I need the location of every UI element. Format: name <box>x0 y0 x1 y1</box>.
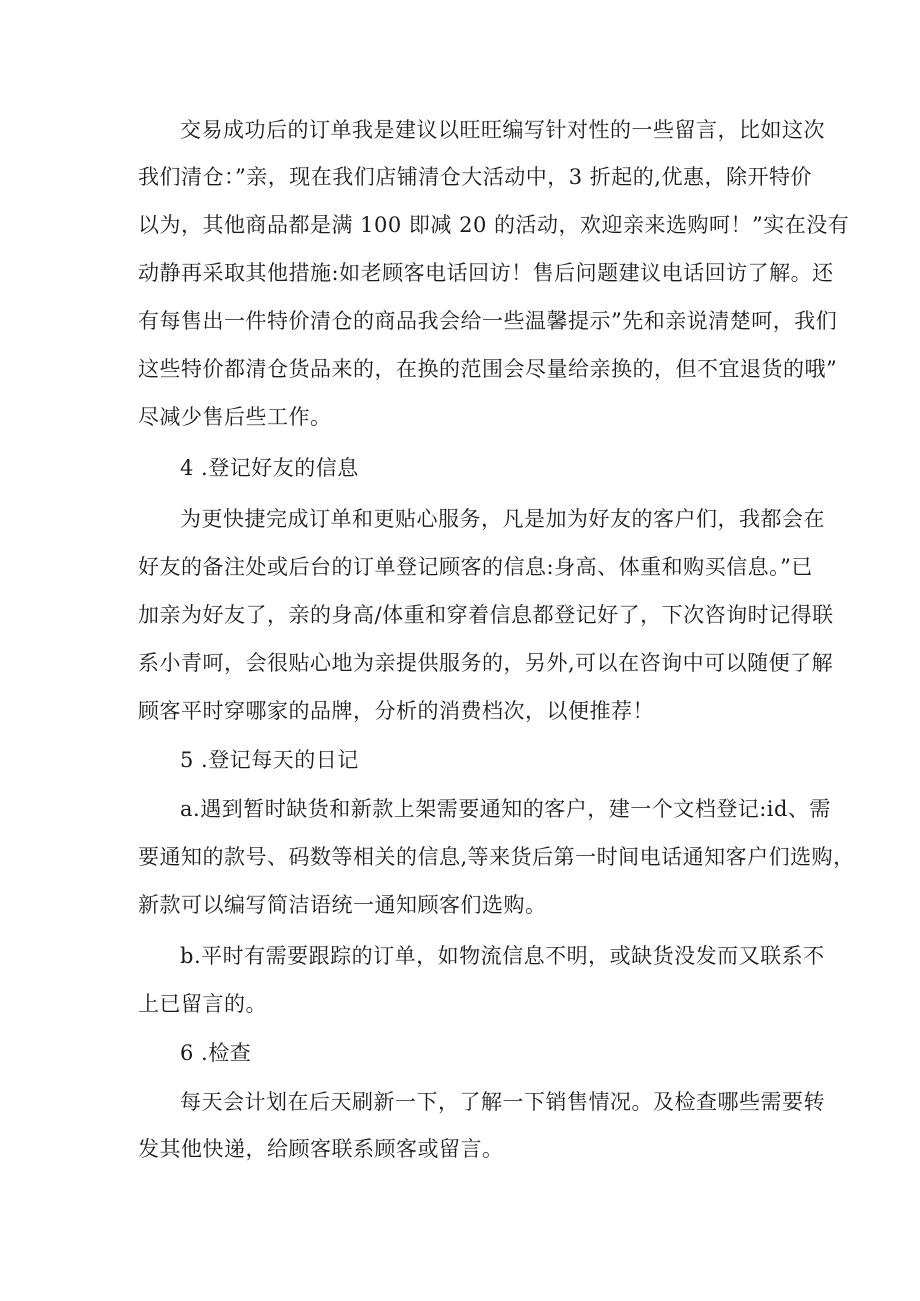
paragraph-line: 我们清仓：”亲，现在我们店铺清仓大活动中，3 折起的,优惠，除开特价 <box>138 165 812 189</box>
paragraph-line: 加亲为好友了，亲的身高/体重和穿着信息都登记好了，下次咨询时记得联 <box>138 603 834 627</box>
section-heading: 6 .检查 <box>180 1041 252 1065</box>
paragraph-line: 这些特价都清仓货品来的，在换的范围会尽量给亲换的，但不宜退货的哦” <box>138 357 838 381</box>
paragraph-line: b.平时有需要跟踪的订单，如物流信息不明，或缺货没发而又联系不 <box>180 944 825 968</box>
section-heading: 4 .登记好友的信息 <box>180 456 359 480</box>
paragraph-line: 要通知的款号、码数等相关的信息,等来货后第一时间电话通知客户们选购， <box>138 845 855 869</box>
paragraph-line: 动静再采取其他措施:如老顾客电话回访！售后问题建议电话回访了解。还 <box>138 261 834 285</box>
paragraph-line: 为更快捷完成订单和更贴心服务，凡是加为好友的客户们，我都会在 <box>180 507 825 531</box>
paragraph-line: 以为，其他商品都是满 100 即减 20 的活动，欢迎亲来选购呵！”实在没有 <box>138 213 850 237</box>
section-heading: 5 .登记每天的日记 <box>180 748 359 772</box>
paragraph-line: a.遇到暂时缺货和新款上架需要通知的客户，建一个文档登记:id、需 <box>180 797 831 821</box>
paragraph-line: 尽减少售后些工作。 <box>138 405 332 429</box>
paragraph-line: 上已留言的。 <box>138 992 267 1016</box>
paragraph-line: 发其他快递，给顾客联系顾客或留言。 <box>138 1137 504 1161</box>
paragraph-line: 顾客平时穿哪家的品牌，分析的消费档次，以便推荐！ <box>138 699 654 723</box>
paragraph-line: 有每售出一件特价清仓的商品我会给一些温馨提示”先和亲说清楚呵，我们 <box>138 309 838 333</box>
paragraph-line: 好友的备注处或后台的订单登记顾客的信息:身高、体重和购买信息。”已 <box>138 555 813 579</box>
paragraph-line: 每天会计划在后天刷新一下，了解一下销售情况。及检查哪些需要转 <box>180 1090 825 1114</box>
paragraph-line: 新款可以编写简洁语统一通知顾客们选购。 <box>138 893 547 917</box>
paragraph-line: 系小青呵，会很贴心地为亲提供服务的，另外,可以在咨询中可以随便了解 <box>138 651 834 675</box>
paragraph-line: 交易成功后的订单我是建议以旺旺编写针对性的一些留言，比如这次 <box>180 118 825 142</box>
